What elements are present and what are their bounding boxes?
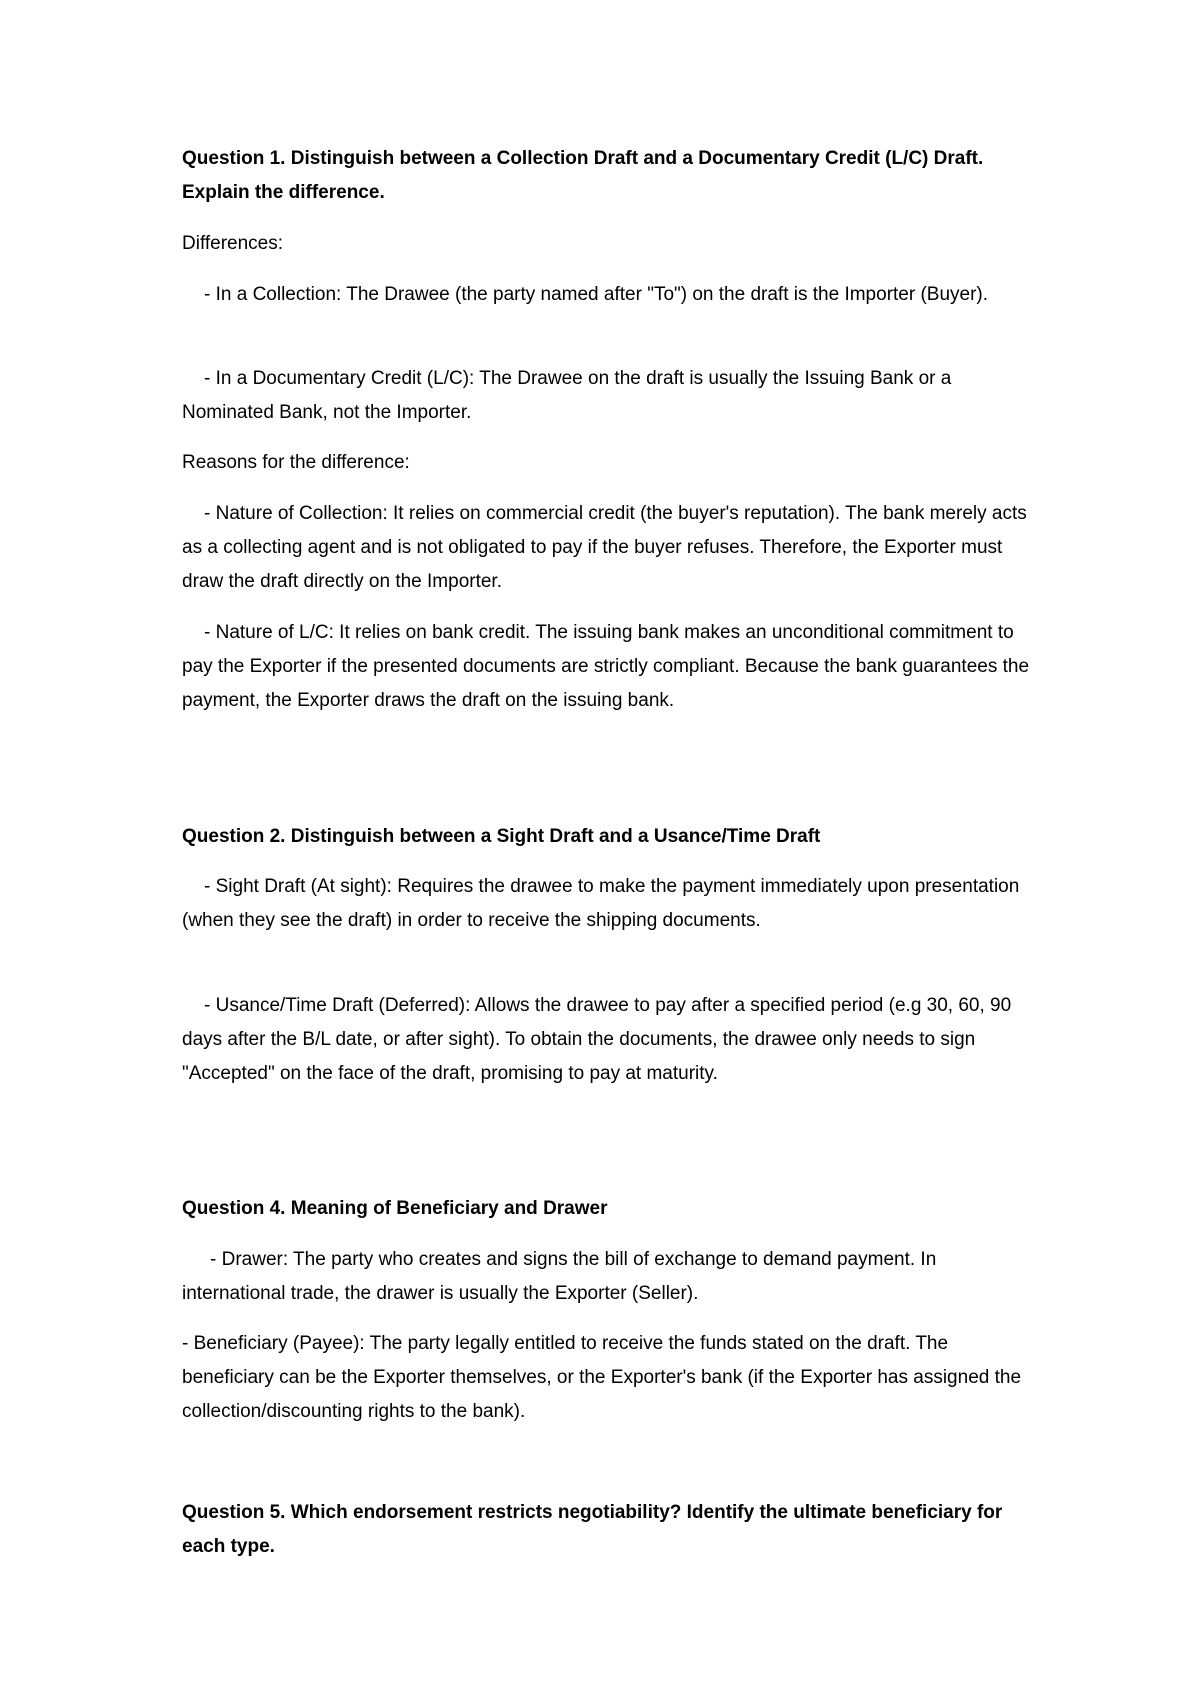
reason-collection: - Nature of Collection: It relies on commercial credit (the buyer's reputation). The bank merely acts as a collecting agent and is not obligated to pay if the buyer refuses. Therefore, the Exporter must draw the draft directly on the Importer. <box>182 503 1027 592</box>
reasons-label: Reasons for the difference: <box>182 452 410 473</box>
beneficiary-definition: - Beneficiary (Payee): The party legally entitled to receive the funds stated on the draft. The beneficiary can be the Exporter themselves, or the Exporter's bank (if the Exporter has assigned the collection/discounting rights to the bank). <box>182 1333 1022 1422</box>
reason-lc: - Nature of L/C: It relies on bank credit. The issuing bank makes an unconditional commitment to pay the Exporter if the presented documents are strictly compliant. Because the bank guarantees the payment, the Exporter draws the draft on the issuing bank. <box>182 622 1030 711</box>
question-5-heading: Question 5. Which endorsement restricts negotiability? Identify the ultimate beneficiary for each type. <box>182 1502 1003 1557</box>
differences-label: Differences: <box>182 233 284 254</box>
question-1-heading: Question 1. Distinguish between a Collection Draft and a Documentary Credit (L/C) Draft. Explain the difference. <box>182 148 984 203</box>
question-4-heading: Question 4. Meaning of Beneficiary and Drawer <box>182 1198 608 1219</box>
drawer-definition: - Drawer: The party who creates and signs the bill of exchange to demand payment. In international trade, the drawer is usually the Exporter (Seller). <box>182 1249 937 1304</box>
question-2-heading: Question 2. Distinguish between a Sight Draft and a Usance/Time Draft <box>182 826 821 847</box>
difference-lc: - In a Documentary Credit (L/C): The Drawee on the draft is usually the Issuing Bank or a Nominated Bank, not the Importer. <box>182 368 952 423</box>
difference-collection: - In a Collection: The Drawee (the party named after "To") on the draft is the Importer (Buyer). <box>204 284 989 305</box>
usance-draft-definition: - Usance/Time Draft (Deferred): Allows the drawee to pay after a specified period (e.g 30, 60, 90 days after the B/L date, or after sight). To obtain the documents, the drawee only needs to sign "Accepted" on the face of the draft, promising to pay at maturity. <box>182 995 1012 1084</box>
sight-draft-definition: - Sight Draft (At sight): Requires the drawee to make the payment immediately upon presentation (when they see the draft) in order to receive the shipping documents. <box>182 876 1020 931</box>
